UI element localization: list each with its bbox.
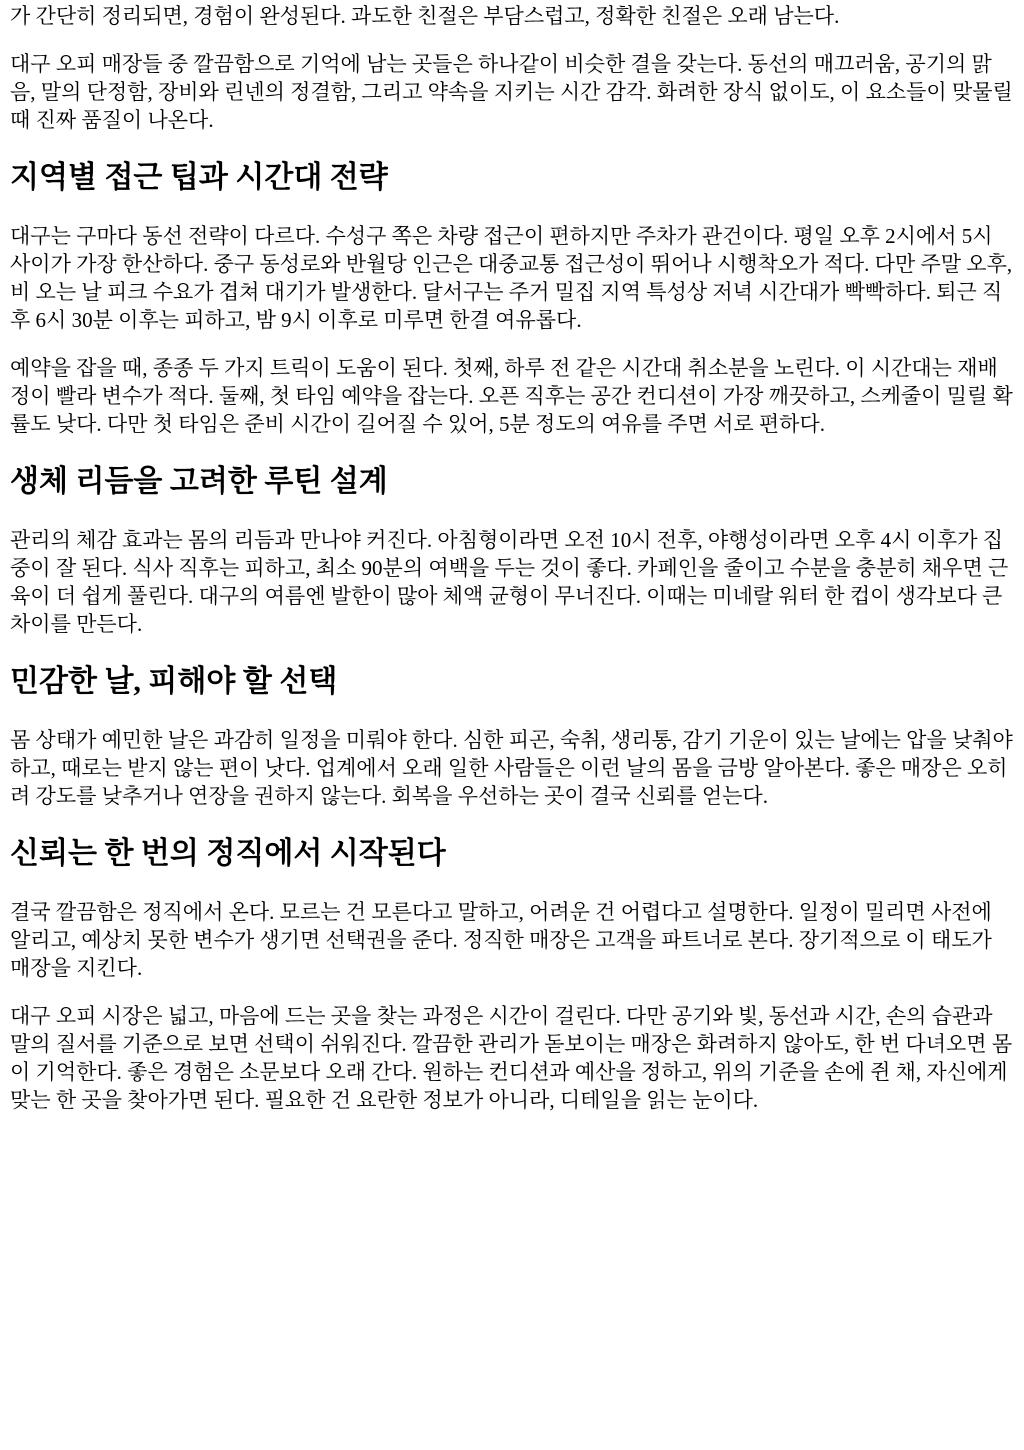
paragraph: 관리의 체감 효과는 몸의 리듬과 만나야 커진다. 아침형이라면 오전 10시 전후, 야행성이라면 오후 4시 이후가 집중이 잘 된다. 식사 직후는 피하고, 최소 90분의 여백을 두는 것이 좋다. 카페인을 줄이고 수분을 충분히 채우면 근육이 더 쉽게 풀린다. 대구의 여름엔 발한이 많아 체액 균형이 무너진다. 이때는 미네랄 워터 한 컵이 생각보다 큰 차이를 만든다.	[10, 528, 1009, 636]
paragraph: 예약을 잡을 때, 종종 두 가지 트릭이 도움이 된다. 첫째, 하루 전 같은 시간대 취소분을 노린다. 이 시간대는 재배정이 빨라 변수가 적다. 둘째, 첫 타임 예약을 잡는다. 오픈 직후는 공간 컨디션이 가장 깨끗하고, 스케줄이 밀릴 확률도 낮다. 다만 첫 타임은 준비 시간이 길어질 수 있어, 5분 정도의 여유를 주면 서로 편하다.	[10, 356, 1013, 436]
section-heading-biorhythm-routine: 생체 리듬을 고려한 루틴 설계	[10, 465, 388, 498]
paragraph: 결국 깔끔함은 정직에서 온다. 모르는 건 모른다고 말하고, 어려운 건 어렵다고 설명한다. 일정이 밀리면 사전에 알리고, 예상치 못한 변수가 생기면 선택권을 준다. 정직한 매장은 고객을 파트너로 본다. 장기적으로 이 태도가 매장을 지킨다.	[10, 900, 992, 980]
paragraph-continued-top: 가 간단히 정리되면, 경험이 완성된다. 과도한 친절은 부담스럽고, 정확한 친절은 오래 남는다.	[10, 4, 840, 28]
paragraph: 대구 오피 매장들 중 깔끔함으로 기억에 남는 곳들은 하나같이 비슷한 결을 갖는다. 동선의 매끄러움, 공기의 맑음, 말의 단정함, 장비와 린넨의 정결함, 그리고 약속을 지키는 시간 감각. 화려한 장식 없이도, 이 요소들이 맞물릴 때 진짜 품질이 나온다.	[10, 52, 1013, 132]
paragraph: 대구 오피 시장은 넓고, 마음에 드는 곳을 찾는 과정은 시간이 걸린다. 다만 공기와 빛, 동선과 시간, 손의 습관과 말의 질서를 기준으로 보면 선택이 쉬워진다. 깔끔한 관리가 돋보이는 매장은 화려하지 않아도, 한 번 다녀오면 몸이 기억한다. 좋은 경험은 소문보다 오래 간다. 원하는 컨디션과 예산을 정하고, 위의 기준을 손에 쥔 채, 자신에게 맞는 한 곳을 찾아가면 된다. 필요한 건 요란한 정보가 아니라, 디테일을 읽는 눈이다.	[10, 1004, 1013, 1112]
document-page	[0, 2, 1024, 1114]
section-heading-sensitive-days: 민감한 날, 피해야 할 선택	[10, 665, 338, 698]
section-heading-regional-tips: 지역별 접근 팁과 시간대 전략	[10, 161, 388, 194]
paragraph: 대구는 구마다 동선 전략이 다르다. 수성구 쪽은 차량 접근이 편하지만 주차가 관건이다. 평일 오후 2시에서 5시 사이가 가장 한산하다. 중구 동성로와 반월당 인근은 대중교통 접근성이 뛰어나 시행착오가 적다. 다만 주말 오후, 비 오는 날 피크 수요가 겹쳐 대기가 발생한다. 달서구는 주거 밀집 지역 특성상 저녁 시간대가 빡빡하다. 퇴근 직후 6시 30분 이후는 피하고, 밤 9시 이후로 미루면 한결 여유롭다.	[10, 224, 1013, 332]
paragraph: 몸 상태가 예민한 날은 과감히 일정을 미뤄야 한다. 심한 피곤, 숙취, 생리통, 감기 기운이 있는 날에는 압을 낮춰야 하고, 때로는 받지 않는 편이 낫다. 업계에서 오래 일한 사람들은 이런 날의 몸을 금방 알아본다. 좋은 매장은 오히려 강도를 낮추거나 연장을 권하지 않는다. 회복을 우선하는 곳이 결국 신뢰를 얻는다.	[10, 728, 1013, 808]
section-heading-trust-honesty: 신뢰는 한 번의 정직에서 시작된다	[10, 837, 446, 870]
